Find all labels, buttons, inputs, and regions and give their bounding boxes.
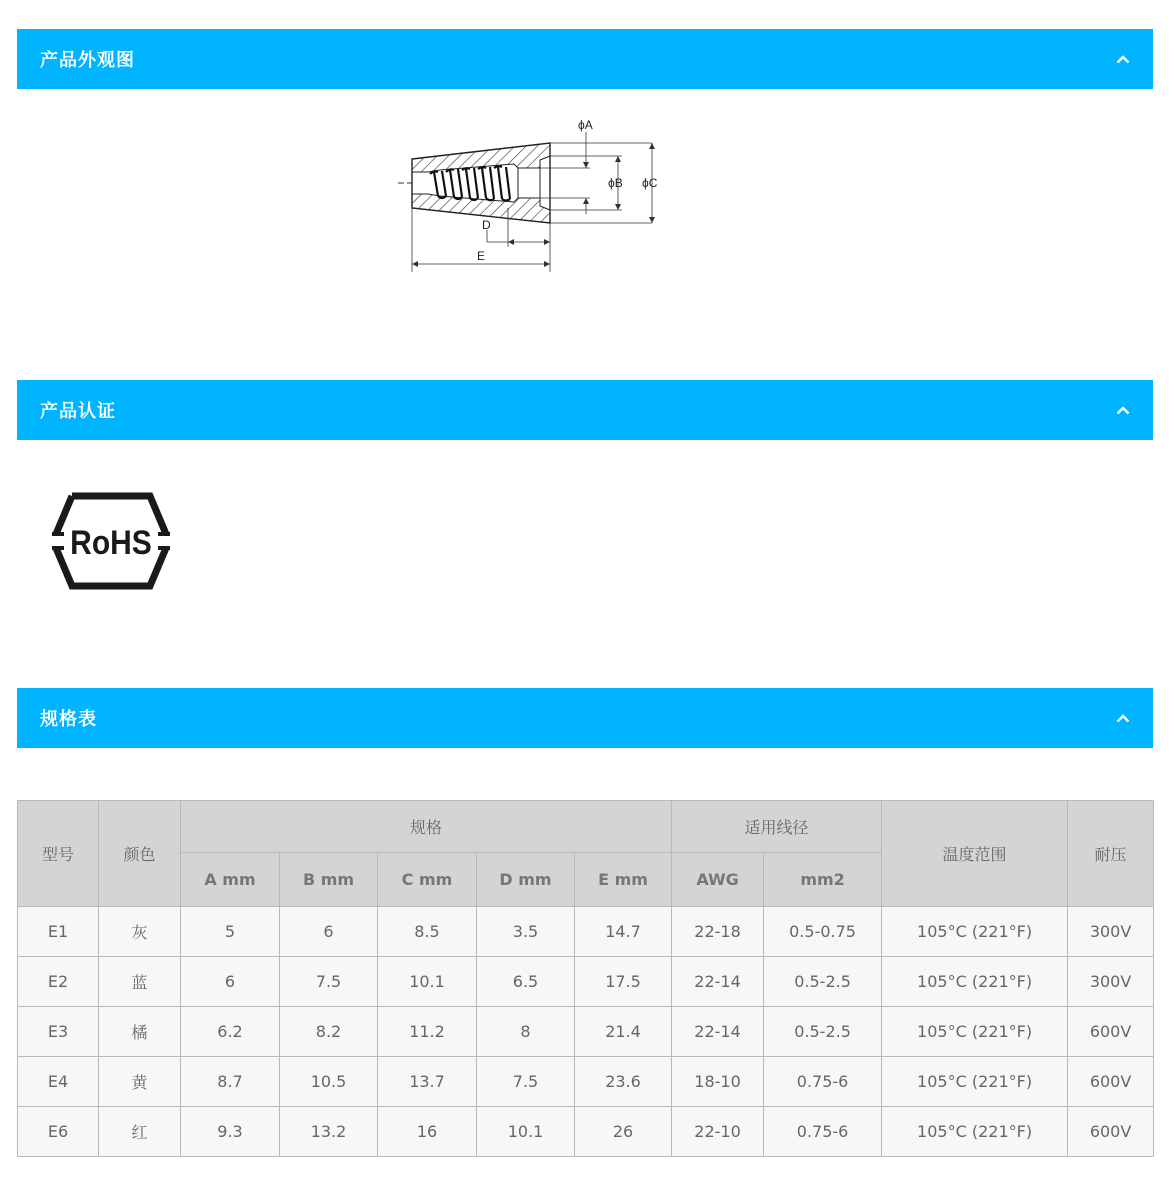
cell-e: 23.6 <box>575 1057 672 1107</box>
cell-e: 21.4 <box>575 1007 672 1057</box>
cell-mm2: 0.5-0.75 <box>764 907 882 957</box>
cell-voltage: 600V <box>1068 1007 1154 1057</box>
cell-mm2: 0.75-6 <box>764 1107 882 1157</box>
rohs-logo <box>50 492 172 590</box>
chevron-up-icon[interactable] <box>1113 49 1133 69</box>
cell-a: 6.2 <box>181 1007 280 1057</box>
cell-temp: 105°C (221°F) <box>882 1057 1068 1107</box>
cell-a: 9.3 <box>181 1107 280 1157</box>
cell-voltage: 600V <box>1068 1057 1154 1107</box>
header-wire: 适用线径 <box>672 801 882 853</box>
header-mm2: mm2 <box>764 853 882 907</box>
section-title-spec: 规格表 <box>40 709 97 730</box>
cell-model: E3 <box>18 1007 99 1057</box>
cell-e: 14.7 <box>575 907 672 957</box>
table-row <box>18 1007 1154 1057</box>
header-model: 型号 <box>18 801 99 907</box>
cell-d: 3.5 <box>477 907 575 957</box>
dim-label-phi-b: ϕB <box>608 176 623 190</box>
cell-awg: 22-10 <box>672 1107 764 1157</box>
cell-color: 蓝 <box>99 957 181 1007</box>
cell-model: E2 <box>18 957 99 1007</box>
cell-mm2: 0.5-2.5 <box>764 1007 882 1057</box>
table-row <box>18 1107 1154 1157</box>
cell-c: 13.7 <box>378 1057 477 1107</box>
cell-color: 灰 <box>99 907 181 957</box>
cell-model: E6 <box>18 1107 99 1157</box>
cell-temp: 105°C (221°F) <box>882 1107 1068 1157</box>
header-spec: 规格 <box>181 801 672 853</box>
cell-d: 7.5 <box>477 1057 575 1107</box>
cell-voltage: 600V <box>1068 1107 1154 1157</box>
section-title-appearance: 产品外观图 <box>40 50 135 71</box>
cell-c: 8.5 <box>378 907 477 957</box>
dim-label-e: E <box>477 249 486 263</box>
cell-model: E1 <box>18 907 99 957</box>
cell-voltage: 300V <box>1068 957 1154 1007</box>
cell-mm2: 0.75-6 <box>764 1057 882 1107</box>
chevron-up-icon[interactable] <box>1113 400 1133 420</box>
cell-c: 16 <box>378 1107 477 1157</box>
chevron-up-icon[interactable] <box>1113 708 1133 728</box>
cell-awg: 18-10 <box>672 1057 764 1107</box>
cell-awg: 22-14 <box>672 957 764 1007</box>
cell-color: 黄 <box>99 1057 181 1107</box>
cell-a: 5 <box>181 907 280 957</box>
cell-mm2: 0.5-2.5 <box>764 957 882 1007</box>
cell-color: 红 <box>99 1107 181 1157</box>
cell-c: 10.1 <box>378 957 477 1007</box>
spec-table-body <box>18 907 1154 1157</box>
cell-a: 6 <box>181 957 280 1007</box>
header-voltage: 耐压 <box>1068 801 1154 907</box>
header-d: D mm <box>477 853 575 907</box>
cell-model: E4 <box>18 1057 99 1107</box>
cell-awg: 22-14 <box>672 1007 764 1057</box>
section-header-appearance[interactable] <box>17 29 1153 89</box>
cell-b: 10.5 <box>280 1057 378 1107</box>
dim-label-d: D <box>482 218 491 232</box>
table-row <box>18 907 1154 957</box>
table-row <box>18 957 1154 1007</box>
cell-color: 橘 <box>99 1007 181 1057</box>
header-temp: 温度范围 <box>882 801 1068 907</box>
spec-table <box>17 800 1154 1157</box>
cell-c: 11.2 <box>378 1007 477 1057</box>
table-row <box>18 1057 1154 1107</box>
cell-e: 26 <box>575 1107 672 1157</box>
header-e: E mm <box>575 853 672 907</box>
section-title-certification: 产品认证 <box>40 401 116 422</box>
product-dimension-drawing <box>390 112 680 282</box>
cell-temp: 105°C (221°F) <box>882 1007 1068 1057</box>
section-header-certification[interactable] <box>17 380 1153 440</box>
header-color: 颜色 <box>99 801 181 907</box>
cell-b: 8.2 <box>280 1007 378 1057</box>
dim-label-phi-c: ϕC <box>642 176 658 190</box>
cell-voltage: 300V <box>1068 907 1154 957</box>
cell-b: 6 <box>280 907 378 957</box>
cell-d: 8 <box>477 1007 575 1057</box>
rohs-text: RoHS <box>70 523 152 562</box>
header-c: C mm <box>378 853 477 907</box>
cell-awg: 22-18 <box>672 907 764 957</box>
cell-b: 13.2 <box>280 1107 378 1157</box>
cell-a: 8.7 <box>181 1057 280 1107</box>
cell-temp: 105°C (221°F) <box>882 907 1068 957</box>
cell-e: 17.5 <box>575 957 672 1007</box>
cell-b: 7.5 <box>280 957 378 1007</box>
section-header-spec[interactable] <box>17 688 1153 748</box>
header-awg: AWG <box>672 853 764 907</box>
cell-d: 6.5 <box>477 957 575 1007</box>
cell-temp: 105°C (221°F) <box>882 957 1068 1007</box>
dim-label-phi-a: ϕA <box>578 118 593 132</box>
header-b: B mm <box>280 853 378 907</box>
header-a: A mm <box>181 853 280 907</box>
cell-d: 10.1 <box>477 1107 575 1157</box>
